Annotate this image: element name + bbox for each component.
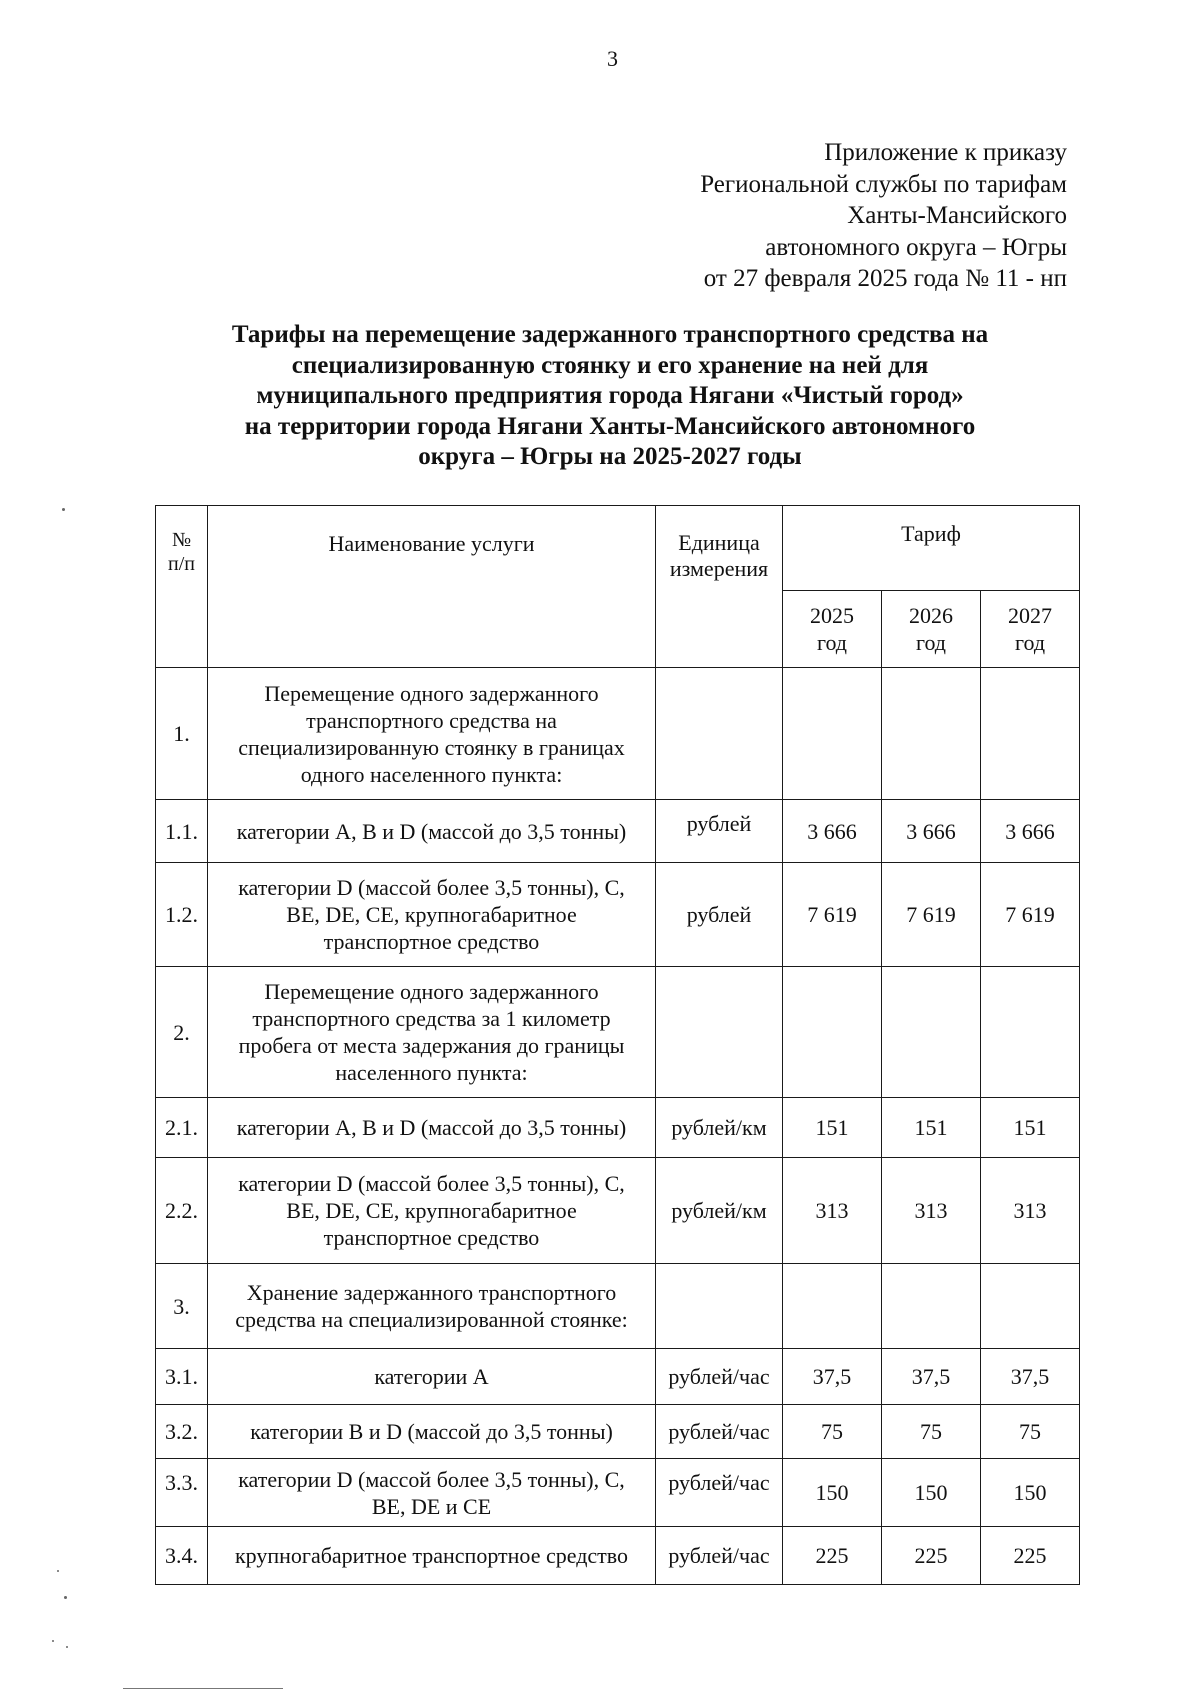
- unit-cell: рублей/час: [656, 1459, 783, 1527]
- service-name-line: пробега от места задержания до границы: [238, 1033, 625, 1058]
- scan-speck: [64, 1596, 67, 1599]
- tariff-2026-cell: 151: [882, 1098, 981, 1158]
- tariff-2026-cell: [882, 967, 981, 1098]
- row-number: 3.3.: [156, 1459, 208, 1527]
- tariff-2027-cell: 37,5: [981, 1349, 1080, 1405]
- row-number: 2.: [156, 967, 208, 1098]
- header-service-name: Наименование услуги: [208, 506, 656, 668]
- header-year-line: год: [1014, 630, 1046, 655]
- tariff-2027-cell: 7 619: [981, 863, 1080, 967]
- title-line: округа – Югры на 2025-2027 годы: [418, 443, 802, 470]
- table-row: [156, 1098, 1080, 1158]
- tariff-2026-cell: [882, 1264, 981, 1349]
- service-name-line: транспортного средства на: [306, 707, 557, 733]
- service-name: [208, 1349, 656, 1405]
- row-number: 2.1.: [156, 1098, 208, 1158]
- unit-cell: рублей: [656, 800, 783, 863]
- service-name-line: транспортного средства за 1 километр: [252, 1006, 611, 1031]
- tariff-2026-cell: 37,5: [882, 1349, 981, 1405]
- unit-cell: рублей/км: [656, 1158, 783, 1264]
- tariff-2025-cell: 7 619: [783, 863, 882, 967]
- service-name-line: одного населенного пункта:: [300, 761, 563, 787]
- row-number: 1.1.: [156, 800, 208, 863]
- header-year-2027: [981, 591, 1080, 668]
- service-name-line: Хранение задержанного транспортного: [246, 1280, 617, 1305]
- header-year-line: 2027: [1008, 603, 1052, 628]
- tariff-2027-cell: [981, 967, 1080, 1098]
- table-row: [156, 1349, 1080, 1405]
- tariff-2025-cell: [783, 668, 882, 800]
- tariff-2027-cell: 151: [981, 1098, 1080, 1158]
- unit-cell: [656, 967, 783, 1098]
- header-number-line: п/п: [168, 553, 195, 575]
- table-row: [156, 1527, 1080, 1585]
- service-name-line: категории А: [374, 1364, 489, 1389]
- header-tariff: Тариф: [783, 506, 1080, 591]
- header-year-line: год: [816, 630, 848, 655]
- tariff-2025-cell: 3 666: [783, 800, 882, 863]
- unit-cell: [656, 1264, 783, 1349]
- unit-cell: [656, 668, 783, 800]
- unit-cell: рублей: [656, 863, 783, 967]
- service-name-line: категории D (массой более 3,5 тонны), С,: [238, 1171, 625, 1196]
- row-number: 3.4.: [156, 1527, 208, 1585]
- tariff-2025-cell: [783, 967, 882, 1098]
- service-name: [208, 1459, 656, 1527]
- title-line: муниципального предприятия города Нягани «Чистый город»: [256, 382, 964, 409]
- tariff-2026-cell: 7 619: [882, 863, 981, 967]
- tariff-2026-cell: 150: [882, 1459, 981, 1527]
- title-line: на территории города Нягани Ханты-Мансийского автономного: [244, 412, 976, 440]
- tariff-2027-cell: 3 666: [981, 800, 1080, 863]
- page-number: 3: [607, 46, 618, 71]
- service-name: [208, 967, 656, 1098]
- service-name-line: категории D (массой более 3,5 тонны), С,: [238, 875, 625, 900]
- header-number: [156, 506, 208, 668]
- row-number: 3.: [156, 1264, 208, 1349]
- tariff-2025-cell: 37,5: [783, 1349, 882, 1405]
- row-number: 1.: [156, 668, 208, 800]
- table-row: [156, 1158, 1080, 1264]
- scan-edge-line: [123, 1688, 283, 1689]
- header-year-line: год: [915, 630, 947, 655]
- table-body: [156, 668, 1080, 1585]
- service-name-line: специализированную стоянку в границах: [238, 734, 625, 760]
- service-name: [208, 1098, 656, 1158]
- table-row-section: [156, 1264, 1080, 1349]
- tariff-2027-cell: [981, 1264, 1080, 1349]
- scan-speck: [52, 1640, 54, 1642]
- service-name-line: категории D (массой более 3,5 тонны), С,: [238, 1466, 625, 1492]
- service-name-line: населенного пункта:: [335, 1060, 528, 1085]
- tariff-2027-cell: 225: [981, 1527, 1080, 1585]
- tariff-2026-cell: 313: [882, 1158, 981, 1264]
- header-year-line: 2025: [810, 603, 854, 628]
- table-row-section: [156, 967, 1080, 1098]
- scan-speck: [62, 508, 65, 511]
- row-number: 2.2.: [156, 1158, 208, 1264]
- table-row: [156, 1405, 1080, 1459]
- tariff-2025-cell: 75: [783, 1405, 882, 1459]
- scan-speck: [57, 1570, 59, 1572]
- service-name: [208, 668, 656, 800]
- service-name-line: средства на специализированной стоянке:: [235, 1307, 628, 1332]
- row-number: 1.2.: [156, 863, 208, 967]
- table-header: [156, 506, 1080, 668]
- title-line: Тарифы на перемещение задержанного транспортного средства на: [231, 321, 989, 348]
- service-name: [208, 1158, 656, 1264]
- service-name: [208, 1405, 656, 1459]
- service-name: [208, 1264, 656, 1349]
- header-unit: [656, 506, 783, 668]
- unit-cell: рублей/час: [656, 1349, 783, 1405]
- tariff-2026-cell: 3 666: [882, 800, 981, 863]
- tariff-2025-cell: 150: [783, 1459, 882, 1527]
- table-row: [156, 863, 1080, 967]
- tariff-2026-cell: 225: [882, 1527, 981, 1585]
- unit-cell: рублей/час: [656, 1527, 783, 1585]
- tariff-table: [155, 505, 1080, 1585]
- document-title: [140, 320, 1080, 473]
- appendix-line: автономного округа – Югры: [765, 233, 1067, 261]
- row-number: 3.1.: [156, 1349, 208, 1405]
- table-row: [156, 1459, 1080, 1527]
- table-row: [156, 800, 1080, 863]
- header-year-2026: [882, 591, 981, 668]
- service-name-line: крупногабаритное транспортное средство: [234, 1543, 629, 1568]
- title-line: специализированную стоянку и его хранение на ней для: [291, 351, 929, 379]
- tariff-2025-cell: [783, 1264, 882, 1349]
- service-name-line: ВЕ, DE, CE, крупногабаритное: [286, 1198, 577, 1223]
- header-unit-line: Единица: [678, 530, 760, 555]
- header-year-2025: [783, 591, 882, 668]
- service-name-line: категории А, В и D (массой до 3,5 тонны): [236, 818, 627, 844]
- tariff-2027-cell: [981, 668, 1080, 800]
- service-name: [208, 863, 656, 967]
- table-row-section: [156, 668, 1080, 800]
- service-name: [208, 1527, 656, 1585]
- row-number: 3.2.: [156, 1405, 208, 1459]
- tariff-2027-cell: 150: [981, 1459, 1080, 1527]
- tariff-2026-cell: [882, 668, 981, 800]
- service-name-line: транспортное средство: [323, 929, 540, 954]
- tariff-2025-cell: 225: [783, 1527, 882, 1585]
- appendix-line: Ханты-Мансийского: [847, 202, 1067, 229]
- service-name-line: Перемещение одного задержанного: [264, 680, 599, 706]
- tariff-2025-cell: 151: [783, 1098, 882, 1158]
- service-name: [208, 800, 656, 863]
- header-number-line: №: [171, 529, 192, 551]
- scan-speck: [66, 1646, 68, 1648]
- header-year-line: 2026: [909, 603, 953, 628]
- appendix-line: от 27 февраля 2025 года № 11 - нп: [703, 265, 1067, 292]
- service-name-line: Перемещение одного задержанного: [264, 979, 599, 1004]
- service-name-line: ВЕ, DE и CE: [371, 1493, 492, 1519]
- service-name-line: категории А, В и D (массой до 3,5 тонны): [236, 1115, 627, 1140]
- tariff-2026-cell: 75: [882, 1405, 981, 1459]
- header-unit-line: измерения: [669, 556, 769, 581]
- service-name-line: транспортное средство: [323, 1225, 540, 1250]
- service-name-line: категории В и D (массой до 3,5 тонны): [250, 1419, 613, 1444]
- tariff-2027-cell: 75: [981, 1405, 1080, 1459]
- tariff-2025-cell: 313: [783, 1158, 882, 1264]
- unit-cell: рублей/км: [656, 1098, 783, 1158]
- tariff-2027-cell: 313: [981, 1158, 1080, 1264]
- appendix-line: Региональной службы по тарифам: [700, 170, 1067, 198]
- unit-cell: рублей/час: [656, 1405, 783, 1459]
- service-name-line: ВЕ, DE, CE, крупногабаритное: [286, 902, 577, 927]
- appendix-block: [700, 137, 1067, 295]
- appendix-line: Приложение к приказу: [824, 139, 1067, 166]
